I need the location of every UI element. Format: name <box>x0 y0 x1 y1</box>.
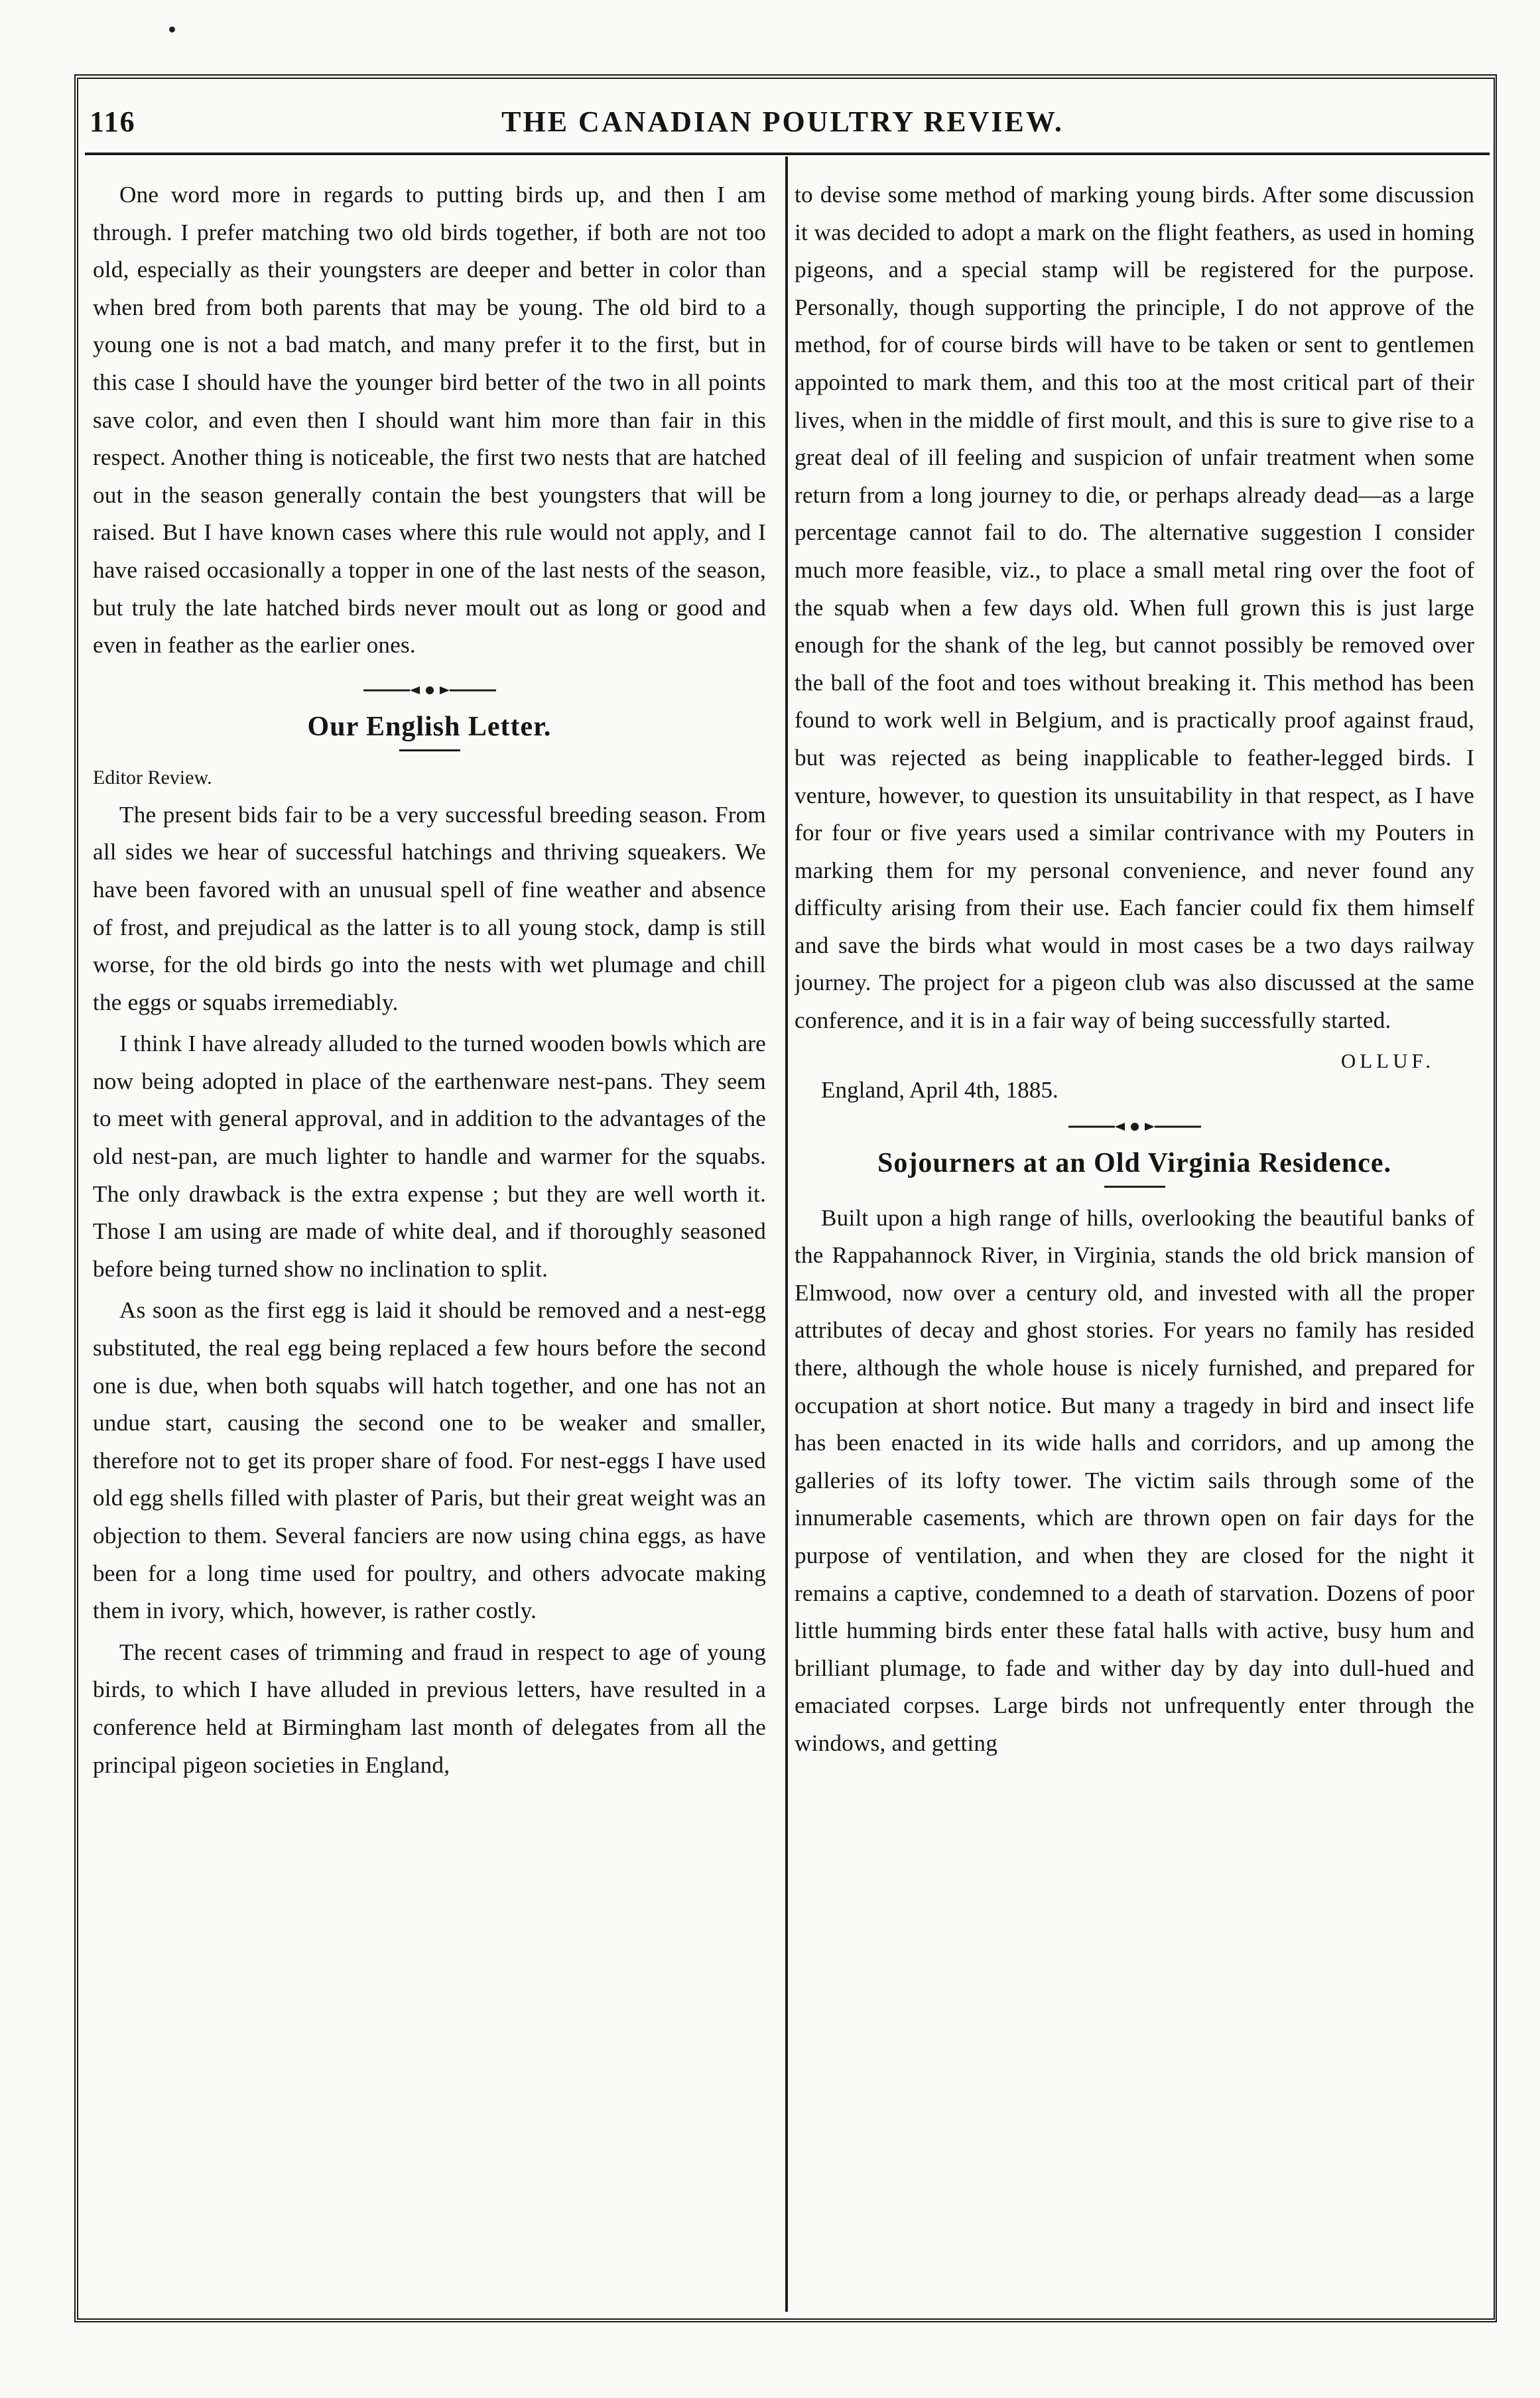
header-rule <box>85 153 1490 155</box>
ornament-divider-icon <box>1068 1119 1201 1135</box>
continued-paragraph: to devise some method of marking young birds. After some discussion it was decided to adopt a mark on the flight feathers, as used in homing pigeons, and a special stamp will be registered for the purpose. Personally, though supporting the principle, I do not approve of the method, for of course birds will have to be taken or sent to gentlemen appointed to mark them, and this too at the most critical part of their lives, when in the middle of first moult, and this is sure to give rise to a great deal of ill feeling and suspicion of unfair treatment when some return from a long journey to die, or perhaps already dead—as a large percentage cannot fail to do. The alternative suggestion I consider much more feasible, viz., to place a small metal ring over the foot of the squab when a few days old. When full grown this is just large enough for the shank of the leg, but cannot possibly be removed over the ball of the foot and toes without breaking it. This method has been found to work well in Belgium, and is practically proof against fraud, but was rejected as being inapplicable to feather-legged birds. I venture, however, to question its unsuitability in that respect, as I have for four or five years used a similar contrivance with my Pouters in marking them for my personal convenience, and never found any difficulty arising from their use. Each fancier could fix them himself and save the birds what would in most cases be a two days railway journey. The project for a pigeon club was also discussed at the same conference, and it is in a fair way of being successfully started. <box>795 182 1474 1034</box>
article-paragraph: Built upon a high range of hills, overlooking the beautiful banks of the Rappahannock River, in Virginia, stands the old brick mansion of Elmwood, now over a century old, and invested with all the proper attributes of decay and ghost stories. For years no family has resided there, although the whole house is nicely furnished, and prepared for occupation at short notice. But many a tragedy in bird and insect life has been enacted in its wide halls and corridors, and up among the galleries of its lofty tower. The victim sails through some of the innumerable casements, which are thrown open on fair days for the purpose of ventilation, and when they are closed for the night it remains a captive, condemned to a death of starvation. Dozens of poor little humming birds enter these fatal halls with active, busy hum and brilliant plumage, to fade and wither day by day into dull-hued and emaciated corpses. Large birds not unfrequently enter through the windows, and getting <box>795 1204 1474 1756</box>
stray-ink-dot <box>169 27 175 32</box>
author-signature: OLLUF. <box>1340 1048 1435 1072</box>
journal-title: THE CANADIAN POULTRY REVIEW. <box>501 105 1064 138</box>
article-title-english-letter: Our English Letter. <box>307 711 552 742</box>
letter-paragraph: I think I have already alluded to the turned wooden bowls which are now being adopted in place of the earthenware nest-pans. They seem to meet with general approval, and in addition to the advantages of the old nest-pan, are much lighter to handle and warmer for the squabs. The only drawback is the extra expense ; but they are well worth it. Those I am using are made of white deal, and if thoroughly seasoned before being turned show no inclination to split. <box>93 1031 766 1282</box>
dateline: England, April 4th, 1885. <box>821 1076 1059 1103</box>
left-column <box>93 176 766 2312</box>
intro-paragraph: One word more in regards to putting birds up, and then I am through. I prefer matching two old birds together, if both are not too old, especially as their youngsters are deeper and better in color than when bred from both parents that may be young. The old bird to a young one is not a bad match, and many prefer it to the first, but in this case I should have the younger bird better of the two in all points save color, and even then I should want him more than fair in this respect. Another thing is noticeable, the first two nests that are hatched out in the season generally contain the best youngsters that will be raised. But I have known cases where this rule would not apply, and I have raised occasionally a topper in one of the last nests of the season, but truly the late hatched birds never moult out as long or good and even in feather as the earlier ones. <box>93 182 766 659</box>
salutation: Editor Review. <box>93 766 212 789</box>
section-ornament <box>795 1110 1474 1143</box>
title-underline <box>399 749 460 751</box>
right-column <box>795 176 1474 2312</box>
page-header <box>90 98 1476 151</box>
ornament-divider-icon <box>363 682 496 698</box>
letter-paragraph: The recent cases of trimming and fraud in respect to age of young birds, to which I have alluded in previous letters, have resulted in a conference held at Birmingham last month of delegates from all the principal pigeon societies in England, <box>93 1639 766 1778</box>
column-divider <box>785 157 788 2312</box>
page-number: 116 <box>90 105 136 138</box>
article-title-virginia-residence: Sojourners at an Old Virginia Residence. <box>877 1147 1392 1178</box>
letter-paragraph: The present bids fair to be a very successful breeding season. From all sides we hear of successful hatchings and thriving squeakers. We have been favored with an unusual spell of fine weather and absence of frost, and prejudical as the latter is to all young stock, damp is still worse, for the old birds go into the nests with wet plumage and chill the eggs or squabs irremediably. <box>93 801 766 1015</box>
section-ornament <box>93 674 766 707</box>
letter-paragraph: As soon as the first egg is laid it should be removed and a nest-egg substituted, the real egg being replaced a few hours before the second one is due, when both squabs will hatch together, and one has not an undue start, causing the second one to be weaker and smaller, therefore not to get its proper share of food. For nest-eggs I have used old egg shells filled with plaster of Paris, but their great weight was an objection to them. Several fanciers are now using china eggs, as have been for a long time used for poultry, and others advocate making them in ivory, which, however, is rather costly. <box>93 1297 766 1624</box>
title-underline <box>1104 1186 1165 1188</box>
